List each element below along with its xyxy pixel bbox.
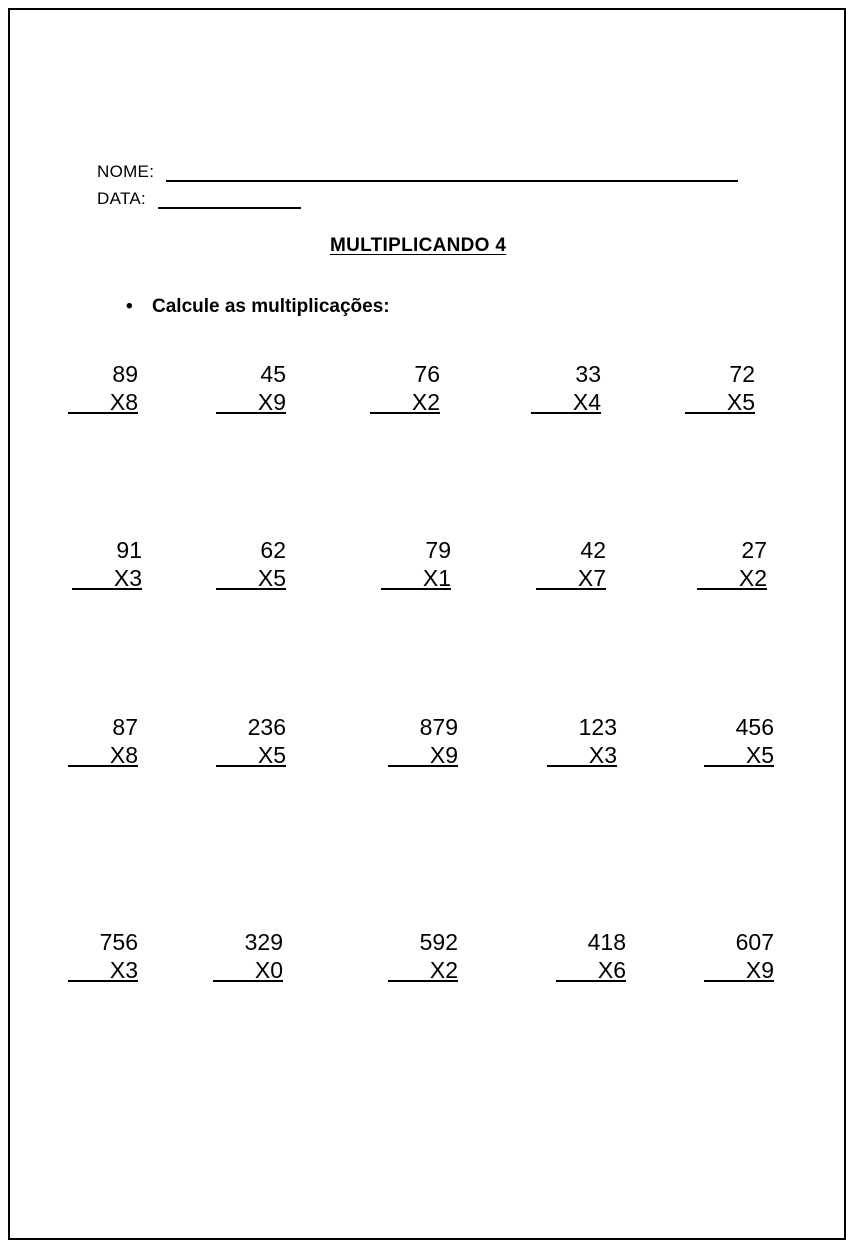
- multiplier: X9: [388, 741, 458, 769]
- problem: [216, 713, 286, 769]
- multiplicand: 456: [735, 714, 774, 740]
- multiplier: X2: [388, 956, 458, 984]
- problem: [370, 360, 440, 416]
- problem: [216, 360, 286, 416]
- multiplicand: 33: [575, 361, 601, 387]
- problem: [704, 928, 774, 984]
- problem: [547, 713, 617, 769]
- multiplicand: 756: [99, 929, 138, 955]
- multiplicand: 329: [244, 929, 283, 955]
- multiplier: X5: [704, 741, 774, 769]
- multiplier: X5: [216, 564, 286, 592]
- date-blank[interactable]: [158, 207, 301, 209]
- date-label: DATA:: [97, 189, 147, 208]
- multiplier: X4: [531, 388, 601, 416]
- instruction-text: Calcule as multiplicações:: [152, 296, 390, 317]
- multiplicand: 79: [425, 537, 451, 563]
- problem: [685, 360, 755, 416]
- multiplicand: 592: [419, 929, 458, 955]
- multiplier: X9: [216, 388, 286, 416]
- multiplier: X3: [72, 564, 142, 592]
- multiplier: X0: [213, 956, 283, 984]
- problem: [68, 713, 138, 769]
- name-blank[interactable]: [166, 180, 738, 182]
- multiplicand: 87: [112, 714, 138, 740]
- problem: [556, 928, 626, 984]
- problem: [216, 536, 286, 592]
- multiplier: X5: [216, 741, 286, 769]
- problem: [68, 928, 138, 984]
- bullet-icon: •: [126, 296, 133, 317]
- multiplicand: 879: [419, 714, 458, 740]
- problem: [381, 536, 451, 592]
- problem: [536, 536, 606, 592]
- problem: [72, 536, 142, 592]
- multiplicand: 236: [247, 714, 286, 740]
- problem: [68, 360, 138, 416]
- problem: [531, 360, 601, 416]
- multiplier: X2: [697, 564, 767, 592]
- multiplicand: 62: [260, 537, 286, 563]
- multiplier: X3: [547, 741, 617, 769]
- multiplier: X5: [685, 388, 755, 416]
- multiplier: X8: [68, 741, 138, 769]
- instruction: [126, 296, 390, 318]
- multiplier: X6: [556, 956, 626, 984]
- multiplicand: 27: [741, 537, 767, 563]
- multiplier: X8: [68, 388, 138, 416]
- multiplier: X9: [704, 956, 774, 984]
- problem: [388, 713, 458, 769]
- multiplier: X2: [370, 388, 440, 416]
- multiplicand: 42: [580, 537, 606, 563]
- multiplicand: 76: [414, 361, 440, 387]
- problem: [697, 536, 767, 592]
- multiplicand: 418: [587, 929, 626, 955]
- multiplicand: 607: [735, 929, 774, 955]
- multiplicand: 91: [116, 537, 142, 563]
- multiplicand: 72: [729, 361, 755, 387]
- multiplicand: 45: [260, 361, 286, 387]
- multiplier: X3: [68, 956, 138, 984]
- multiplier: X1: [381, 564, 451, 592]
- problem: [213, 928, 283, 984]
- problem: [388, 928, 458, 984]
- multiplicand: 89: [112, 361, 138, 387]
- page-title: MULTIPLICANDO 4: [330, 235, 507, 256]
- name-label: NOME:: [97, 162, 155, 181]
- problem: [704, 713, 774, 769]
- multiplier: X7: [536, 564, 606, 592]
- multiplicand: 123: [578, 714, 617, 740]
